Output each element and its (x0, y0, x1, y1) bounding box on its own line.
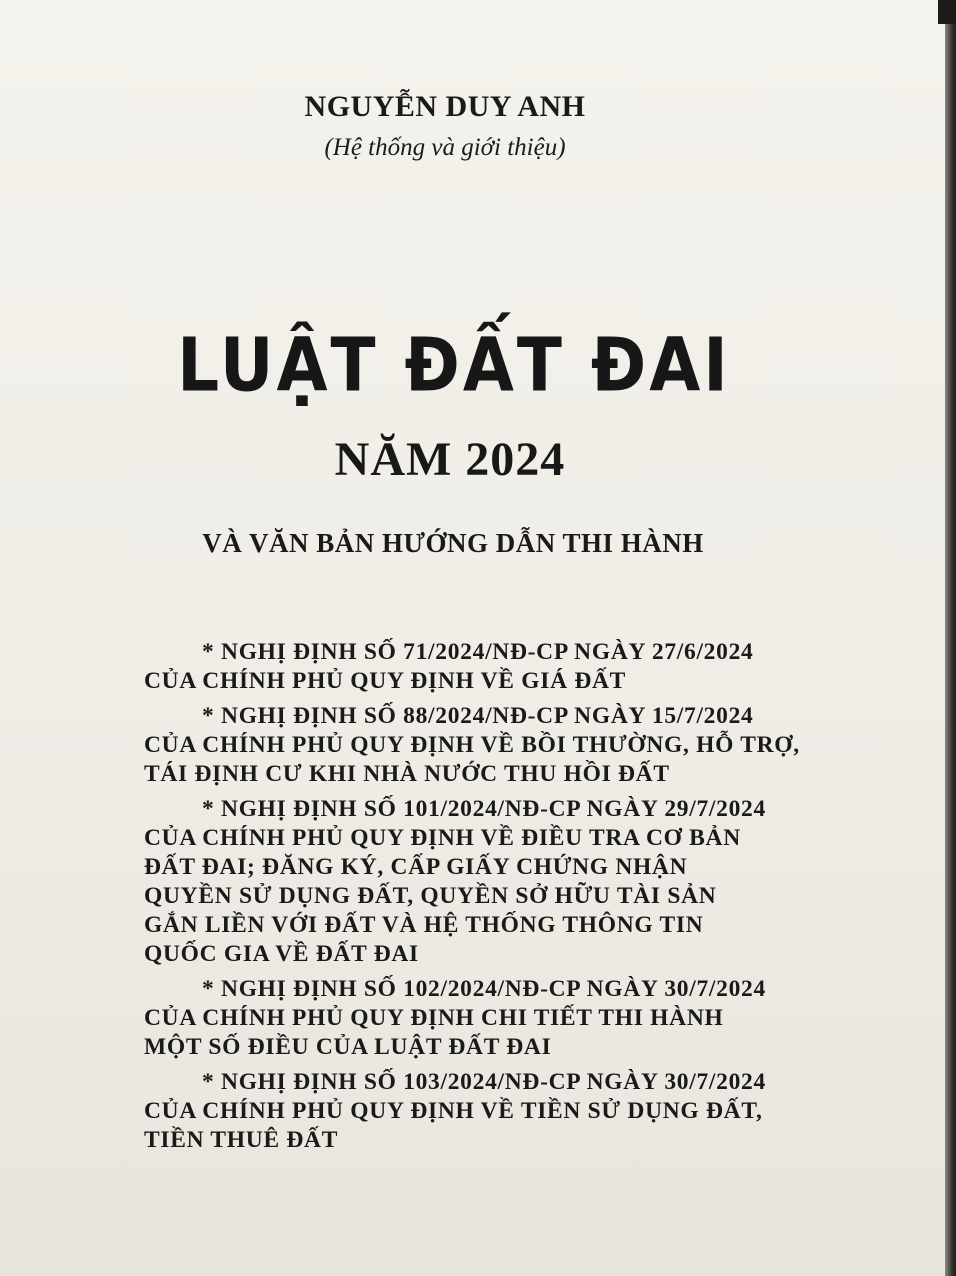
decree-description: CỦA CHÍNH PHỦ QUY ĐỊNH VỀ GIÁ ĐẤT (144, 668, 627, 694)
decree-list (144, 638, 800, 1161)
decree-71 (144, 638, 784, 696)
decree-102 (144, 975, 784, 1062)
decree-heading: * NGHỊ ĐỊNH SỐ 101/2024/NĐ-CP NGÀY 29/7/2024 (202, 796, 766, 822)
decree-description: CỦA CHÍNH PHỦ QUY ĐỊNH VỀ TIỀN SỬ DỤNG ĐẤT, (144, 1098, 763, 1124)
author-role: (Hệ thống và giới thiệu) (324, 134, 566, 161)
decree-description: CỦA CHÍNH PHỦ QUY ĐỊNH VỀ ĐIỀU TRA CƠ BẢN (144, 825, 741, 851)
decree-description: QUYỀN SỬ DỤNG ĐẤT, QUYỀN SỞ HỮU TÀI SẢN (144, 883, 717, 909)
decree-heading: * NGHỊ ĐỊNH SỐ 102/2024/NĐ-CP NGÀY 30/7/2024 (202, 976, 766, 1002)
decree-description: CỦA CHÍNH PHỦ QUY ĐỊNH VỀ BỒI THƯỜNG, HỖ TRỢ, (144, 732, 800, 758)
author-name: NGUYỄN DUY ANH (304, 90, 586, 123)
decree-88 (144, 702, 800, 789)
book-year: NĂM 2024 (334, 433, 566, 486)
decree-description: MỘT SỐ ĐIỀU CỦA LUẬT ĐẤT ĐAI (144, 1034, 552, 1060)
page-edge-shadow (945, 0, 956, 1276)
decree-description: TIỀN THUÊ ĐẤT (144, 1127, 339, 1153)
decree-description: TÁI ĐỊNH CƯ KHI NHÀ NƯỚC THU HỒI ĐẤT (144, 761, 670, 787)
decree-101 (144, 795, 784, 969)
book-title: LUẬT ĐẤT ĐAI (177, 322, 731, 409)
book-subtitle: VÀ VĂN BẢN HƯỚNG DẪN THI HÀNH (202, 528, 704, 558)
decree-heading: * NGHỊ ĐỊNH SỐ 103/2024/NĐ-CP NGÀY 30/7/2024 (202, 1069, 766, 1095)
decree-description: GẮN LIỀN VỚI ĐẤT VÀ HỆ THỐNG THÔNG TIN (144, 912, 704, 938)
decree-description: ĐẤT ĐAI; ĐĂNG KÝ, CẤP GIẤY CHỨNG NHẬN (144, 854, 688, 880)
decree-103 (144, 1068, 784, 1155)
decree-description: CỦA CHÍNH PHỦ QUY ĐỊNH CHI TIẾT THI HÀNH (144, 1005, 724, 1031)
decree-description: QUỐC GIA VỀ ĐẤT ĐAI (144, 941, 419, 967)
decree-heading: * NGHỊ ĐỊNH SỐ 71/2024/NĐ-CP NGÀY 27/6/2024 (202, 639, 754, 665)
page-corner-shadow (938, 0, 956, 24)
decree-heading: * NGHỊ ĐỊNH SỐ 88/2024/NĐ-CP NGÀY 15/7/2024 (202, 703, 754, 729)
